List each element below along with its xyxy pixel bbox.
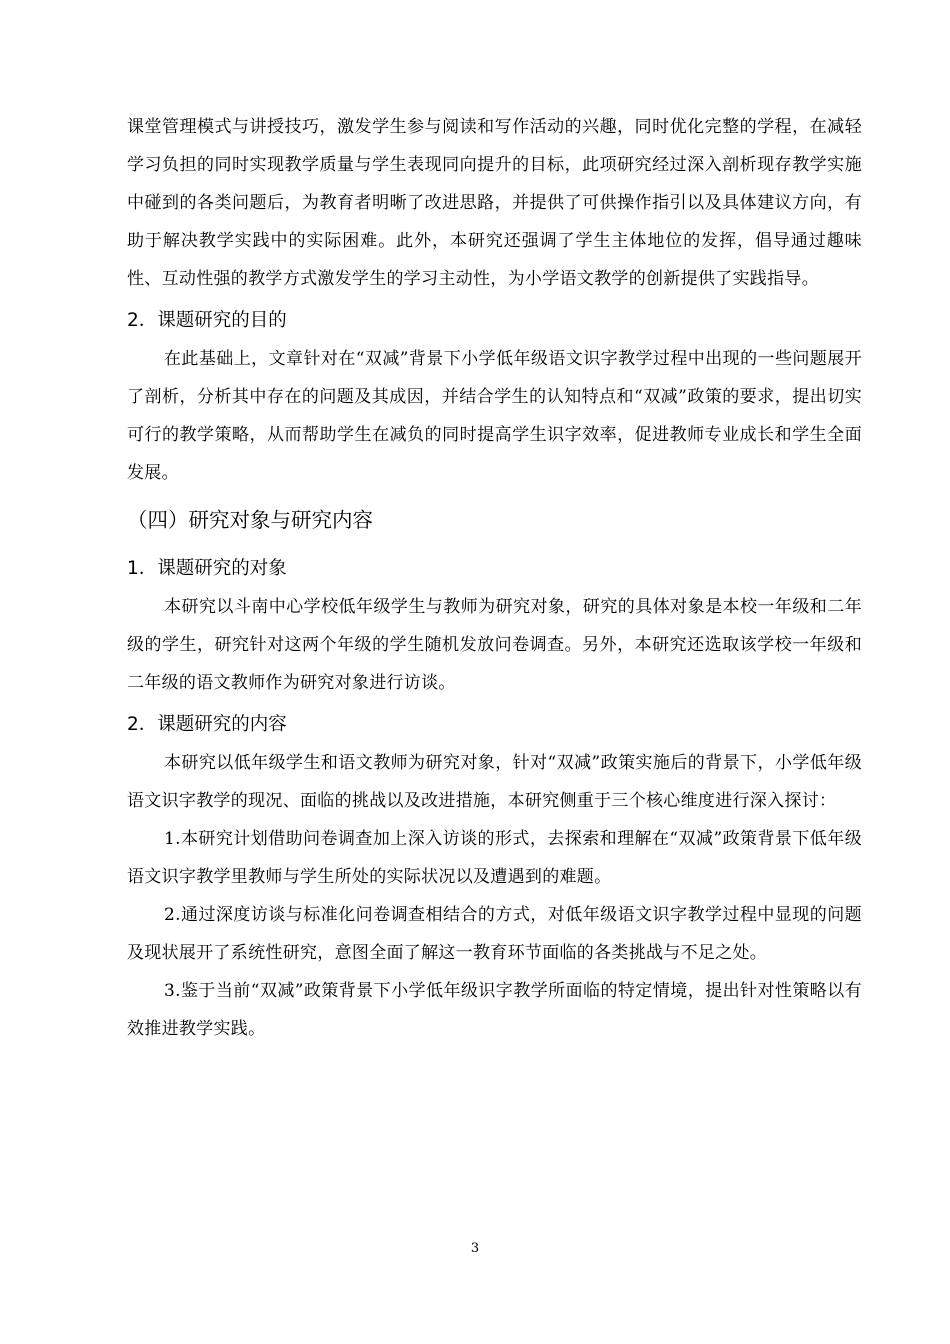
purpose-paragraph: 在此基础上，文章针对在“双减”背景下小学低年级语文识字教学过程中出现的一些问题展开了剖析，分析其中存在的问题及其成因，并结合学生的认知特点和“双减”政策的要求，提出切实可行的教学策略，从而帮助学生在减负的同时提高学生识字效率，促进教师专业成长和学生全面发展。 — [127, 349, 862, 483]
objects-heading: 1．课题研究的对象 — [127, 558, 287, 579]
purpose-heading: 2．课题研究的目的 — [127, 310, 287, 331]
section-four-heading: （四）研究对象与研究内容 — [127, 508, 373, 532]
content-item-2: 2.通过深度访谈与标准化问卷调查相结合的方式，对低年级语文识字教学过程中显现的问题及现状展开了系统性研究，意图全面了解这一教育环节面临的各类挑战与不足之处。 — [127, 905, 862, 963]
page-number: 3 — [470, 1241, 480, 1256]
content-paragraph: 本研究以低年级学生和语文教师为研究对象，针对“双减”政策实施后的背景下，小学低年级语文识字教学的现况、面临的挑战以及改进措施，本研究侧重于三个核心维度进行深入探讨： — [127, 753, 862, 811]
page-content — [127, 108, 862, 1048]
content-item-1: 1.本研究计划借助问卷调查加上深入访谈的形式，去探索和理解在“双减”政策背景下低年级语文识字教学里教师与学生所处的实际状况以及遭遇到的难题。 — [127, 829, 862, 887]
content-heading: 2．课题研究的内容 — [127, 714, 287, 735]
objects-paragraph: 本研究以斗南中心学校低年级学生与教师为研究对象，研究的具体对象是本校一年级和二年级的学生，研究针对这两个年级的学生随机发放问卷调查。另外，本研究还选取该学校一年级和二年级的语文教师作为研究对象进行访谈。 — [127, 597, 862, 693]
content-item-3: 3.鉴于当前“双减”政策背景下小学低年级识字教学所面临的特定情境，提出针对性策略以有效推进教学实践。 — [127, 981, 862, 1039]
intro-paragraph: 课堂管理模式与讲授技巧，激发学生参与阅读和写作活动的兴趣，同时优化完整的学程，在减轻学习负担的同时实现教学质量与学生表现同向提升的目标，此项研究经过深入剖析现存教学实施中碰到的各类问题后，为教育者明晰了改进思路，并提供了可供操作指引以及具体建议方向，有助于解决教学实践中的实际困难。此外，本研究还强调了学生主体地位的发挥，倡导通过趣味性、互动性强的教学方式激发学生的学习主动性，为小学语文教学的创新提供了实践指导。 — [127, 117, 862, 289]
